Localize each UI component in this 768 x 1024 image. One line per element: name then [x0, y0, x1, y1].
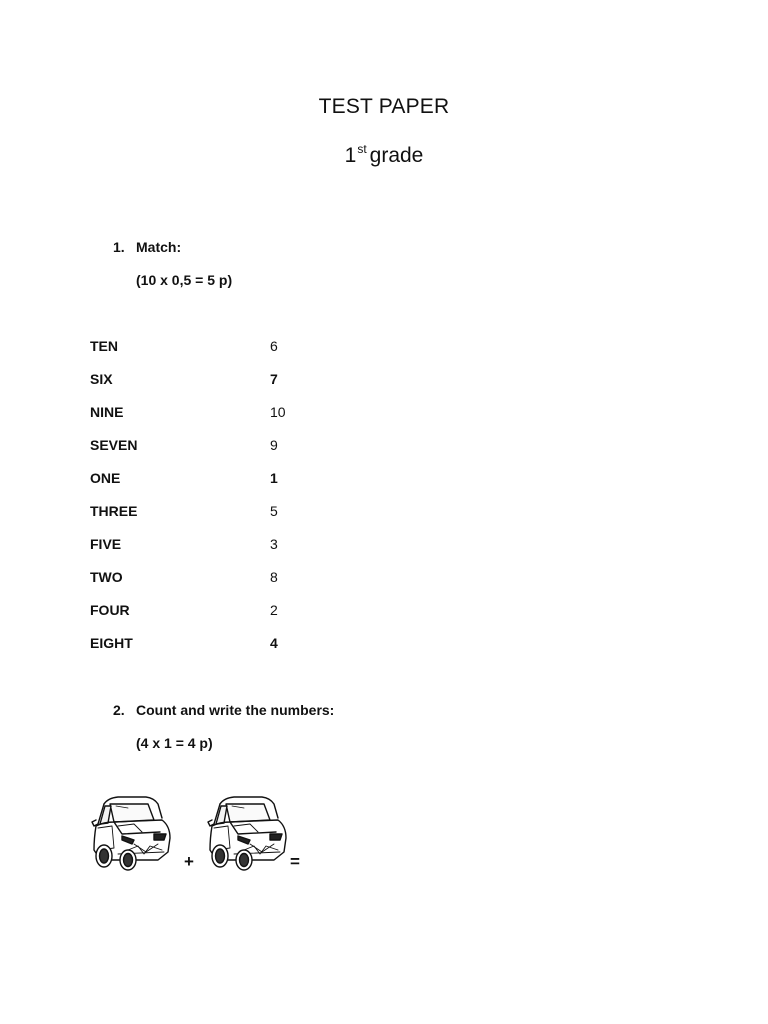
- match-word: TWO: [90, 569, 123, 585]
- match-number: 2: [270, 602, 278, 618]
- match-word: TEN: [90, 338, 118, 354]
- question-1-number: 1.: [113, 239, 125, 255]
- equals-sign: =: [290, 852, 300, 871]
- match-word: ONE: [90, 470, 121, 486]
- match-number: 7: [270, 371, 278, 387]
- grade-suffix: st: [357, 142, 367, 156]
- car-icon: [88, 794, 172, 872]
- match-number: 3: [270, 536, 278, 552]
- question-1-points: (10 x 0,5 = 5 p): [136, 272, 233, 288]
- plus-sign: +: [184, 852, 194, 871]
- car-icon: [204, 794, 288, 872]
- match-number: 10: [270, 404, 286, 420]
- page-title: TEST PAPER: [318, 95, 450, 118]
- match-number: 5: [270, 503, 278, 519]
- match-word: SIX: [90, 371, 113, 387]
- match-word: THREE: [90, 503, 138, 519]
- match-word: FIVE: [90, 536, 122, 552]
- match-word: SEVEN: [90, 437, 138, 453]
- match-number: 6: [270, 338, 278, 354]
- grade-number: 1: [344, 144, 357, 167]
- question-1-label: Match:: [136, 239, 182, 255]
- match-number: 4: [270, 635, 278, 651]
- match-number: 1: [270, 470, 278, 486]
- grade-word: grade: [369, 144, 424, 167]
- match-word: NINE: [90, 404, 124, 420]
- match-word: FOUR: [90, 602, 130, 618]
- question-2-number: 2.: [113, 702, 125, 718]
- question-2-label: Count and write the numbers:: [136, 702, 335, 718]
- match-number: 8: [270, 569, 278, 585]
- match-word: EIGHT: [90, 635, 133, 651]
- question-2-points: (4 x 1 = 4 p): [136, 735, 213, 751]
- match-number: 9: [270, 437, 278, 453]
- grade-heading: [0, 142, 768, 168]
